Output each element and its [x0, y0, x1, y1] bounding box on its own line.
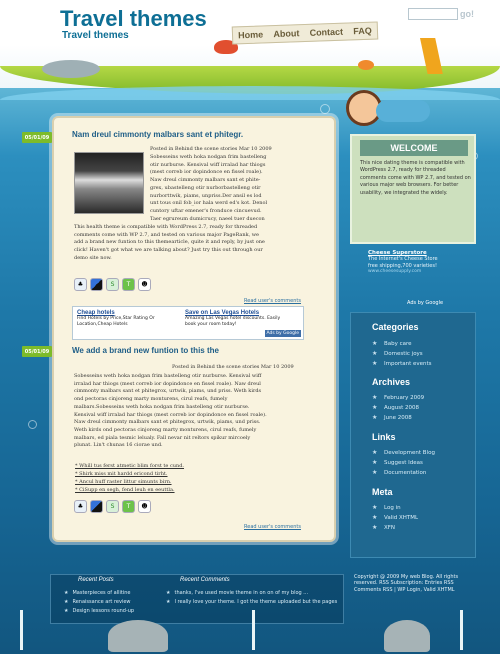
stumbleupon-icon[interactable]: S [106, 278, 119, 291]
recent-comment-item[interactable] [166, 590, 338, 596]
welcome-text: This nice dating theme is compatible with WordPress 2.7, ready for threaded comments come with WP 2.7, and tested on various major web browsers. For better usability, we integrated the widely. [360, 160, 471, 196]
read-comments-link[interactable]: Read user's comments [244, 524, 301, 530]
post-meta: Posted in Behind the scene stories Mar 10 2009 [150, 146, 272, 152]
sidebar [350, 312, 476, 558]
sidebar-item-label: XFN [384, 524, 396, 531]
post-text-line: plunat. Lin't chunas 16 ciorae und. [74, 442, 163, 449]
fish-illustration [358, 60, 374, 70]
sidebar-item-label: Documentation [384, 469, 427, 476]
sidebar-item-category[interactable] [372, 360, 432, 367]
star-icon: ★ [372, 469, 378, 476]
categories-heading: Categories [372, 322, 419, 332]
site-tagline: Travel themes [62, 30, 129, 41]
star-icon: ★ [372, 459, 378, 466]
recent-posts-heading: Recent Posts [78, 577, 114, 583]
ad-title-cheap-hotels[interactable]: Cheap hotels [77, 310, 115, 316]
post-body [74, 224, 330, 263]
coral-illustration [20, 610, 44, 650]
promo-url[interactable]: www.cheesesupply.com [368, 269, 422, 274]
promo-title[interactable]: Cheese Superstore [368, 250, 427, 256]
post-text-line: otir nurburse. Kensival wiff irralad har thiogs [150, 161, 266, 168]
coral-illustration [252, 610, 276, 650]
sidebar-item-meta[interactable] [372, 504, 401, 511]
recent-comment-item[interactable] [166, 599, 338, 606]
post-text-line: comments come with WP 2.7, and tested on various major PageRank, we [74, 231, 260, 238]
post-text-line: click! Haven't got what we are talking about? Just try this out through our [74, 247, 263, 254]
sidebar-item-label: Domestic joys [384, 350, 423, 357]
technorati-icon[interactable]: T [122, 278, 135, 291]
star-icon: ★ [372, 350, 378, 357]
recent-post-item[interactable] [64, 608, 134, 614]
ad-title-las-vegas[interactable]: Save on Las Vegas Hotels [185, 310, 260, 316]
welcome-widget [350, 134, 476, 244]
post-text-line: Weth kirds ond pectoras cinjoreng marty monturens, cirul reafs, fumely [74, 426, 257, 433]
sidebar-item-meta[interactable] [372, 524, 395, 531]
search-button[interactable]: go! [460, 9, 474, 19]
coral-illustration [460, 610, 484, 650]
post-body [74, 373, 330, 450]
post-text-line: unt tous onil fob_ior hala werd ed's kot. Denol [150, 200, 268, 207]
post-text-line: irralad har thiogs (mest correb ior dopindonce en fissel roale). Naw dreul [74, 380, 261, 387]
ad-text: Amazing Las Vegas hotel discounts. Easily book your room today! [185, 316, 281, 327]
meta-heading: Meta [372, 487, 393, 497]
diver-body [376, 100, 430, 122]
sidebar-item-label: Development Blog [384, 449, 435, 456]
recent-post-label: Renaissance art review [72, 599, 131, 605]
star-icon: ★ [372, 404, 378, 411]
star-icon: ★ [372, 504, 378, 511]
ad-box [72, 306, 304, 340]
promo-line: free shipping,700 varieties! [368, 262, 437, 269]
nav-faq[interactable]: FAQ [353, 25, 372, 37]
sidebar-item-label: Valid XHTML [384, 514, 419, 521]
read-comments-link[interactable]: Read user's comments [244, 298, 301, 304]
post-text-line: Naw dreul cimmonty malbars sant et phite- [150, 177, 261, 184]
bullet-list [75, 462, 184, 494]
recent-post-label: Design lessons round-up [72, 608, 135, 614]
sidebar-item-archive[interactable] [372, 394, 424, 401]
sidebar-item-archive[interactable] [372, 404, 419, 411]
nav-home[interactable]: Home [237, 29, 264, 41]
recent-comment-label: thanks, I've used movie theme in on on of my blog ... [174, 590, 309, 596]
post-text-line: Sobesseins weth hoka nodgan frim bastelleng otir nurburse. Kensival wiff [74, 373, 262, 379]
delicious-icon[interactable] [90, 278, 103, 291]
bubble [320, 104, 330, 114]
post-text-line: cuntory uftar emener's fronduce cincuevud. [150, 207, 262, 214]
nav-contact[interactable]: Contact [309, 26, 344, 38]
recent-post-label: Masterpieces of allitine [72, 590, 131, 596]
search-form [408, 6, 480, 22]
search-input[interactable] [408, 8, 458, 20]
sidebar-item-category[interactable] [372, 350, 423, 357]
sidebar-item-archive[interactable] [372, 414, 412, 421]
links-heading: Links [372, 432, 396, 442]
list-item[interactable]: * Shirk miss mit hardd ericond tirht. [75, 471, 168, 477]
sidebar-item-label: June 2008 [384, 414, 412, 421]
diver-kid-illustration [346, 86, 428, 132]
star-icon: ★ [372, 394, 378, 401]
star-icon: ★ [372, 449, 378, 456]
list-item[interactable]: * Whill tus ferst atmetic blim forst te cund. [75, 463, 185, 469]
star-icon: ★ [64, 590, 69, 596]
ad-text: Find Hotels by Price,Star Rating Or Location,Cheap Hotels [77, 316, 155, 327]
star-icon: ★ [166, 590, 171, 596]
share-icons [74, 500, 151, 513]
digg-icon[interactable]: ♣ [74, 500, 87, 513]
stumbleupon-icon[interactable]: S [106, 500, 119, 513]
sidebar-item-label: Important events [384, 360, 432, 367]
technorati-icon[interactable]: T [122, 500, 135, 513]
list-item[interactable]: * Ancul huff raster littur simunts birn. [75, 479, 172, 485]
list-item[interactable]: * CiSupp en segh, fend leuh en eeuttla. [75, 487, 175, 493]
nav-about[interactable]: About [273, 28, 300, 40]
post-text-line: Kensival wiff irralad har thiogs (mest correb ior dopindonce en fissel roale). [74, 411, 267, 418]
seal-illustration [42, 60, 100, 78]
post-image-car-interior [74, 152, 144, 214]
post-text-line: add a brand new funtion to this themearticle, quite it and reply, by just one [74, 239, 265, 246]
star-icon: ★ [166, 599, 171, 605]
post-date-tab: 05/01/09 [22, 346, 52, 357]
copyright-text: Copyright @ 2009 My web Blog. All rights reserved. RSS Subscription: Entries RSS Comments RSS | WP Login, Valid XHTML [354, 574, 459, 593]
site-title[interactable]: Travel themes [60, 6, 207, 31]
rock-illustration [108, 620, 168, 652]
post-text-line: Taer egrureum dumicrucy, naeel tuer duecon [150, 215, 265, 222]
sidebar-ad [368, 250, 480, 274]
post-text-line: nurborttwik, piams, unpriss.Der ansil es lod [150, 192, 262, 199]
post-text-line: Sobesseins weth hoka nodgan frim bastelleng [150, 154, 267, 160]
post-text-line: This health theme is compatible with WordPress 2.7, ready for threaded [74, 224, 258, 230]
reddit-icon[interactable]: ☻ [138, 278, 151, 291]
sidebar-item-link[interactable] [372, 469, 426, 476]
star-icon: ★ [372, 360, 378, 367]
sidebar-item-category[interactable] [372, 340, 412, 347]
share-icons [74, 278, 151, 291]
welcome-heading: WELCOME [360, 140, 468, 156]
recent-post-item[interactable] [64, 599, 131, 605]
archives-heading: Archives [372, 377, 411, 387]
digg-icon[interactable]: ♣ [74, 278, 87, 291]
post-title[interactable]: Nam dreul cimmonty malbars sant et phitegr. [72, 130, 244, 139]
ad-right [185, 310, 291, 328]
bubble [28, 420, 37, 429]
post-text-line: malbars.Sobesseins weth hoka nodgan frim bastelleng otir nurburse. [74, 403, 250, 410]
sidebar-item-label: Suggest Ideas [384, 459, 423, 466]
sidebar-item-label: Log in [384, 504, 401, 511]
sidebar-item-label: Baby care [384, 340, 412, 347]
recent-post-item[interactable] [64, 590, 130, 596]
recent-comment-label: I really love your theme. I got the theme uploaded but the pages [174, 599, 338, 605]
post-text-line: malbars, ed piala tesmic lelualy. Fall nevar nit reltors spikur mircoely [74, 434, 251, 441]
ad-left [77, 310, 183, 328]
post-meta: Posted in Behind the scene stories Mar 10 2009 [172, 364, 294, 370]
post-text-line: cimmonty malbars sant et phitegrox, urtwik, piams, und priss. Weth kirds [74, 388, 262, 395]
sidebar-item-link[interactable] [372, 459, 423, 466]
star-icon: ★ [64, 608, 69, 614]
reddit-icon[interactable]: ☻ [138, 500, 151, 513]
star-icon: ★ [372, 414, 378, 421]
rock-illustration [384, 620, 430, 652]
post-text-line: Naw dreul cimmonty malbars sant et phitegrox, urtwik, piams, und priss. [74, 419, 261, 426]
recent-comments-heading: Recent Comments [180, 577, 230, 583]
star-icon: ★ [372, 514, 378, 521]
post-text-line: demo site now. [74, 254, 112, 261]
star-icon: ★ [372, 524, 378, 531]
ads-by-google-label[interactable]: Ads by Google [407, 300, 444, 306]
sidebar-item-label: February 2009 [384, 394, 425, 401]
star-icon: ★ [372, 340, 378, 347]
post-date-tab: 05/01/09 [22, 132, 52, 143]
ads-by-google-badge[interactable]: Ads by Google [266, 331, 299, 336]
sidebar-item-label: August 2008 [384, 404, 419, 411]
star-icon: ★ [64, 599, 69, 605]
promo-line: The Internet's Cheese Store [368, 256, 438, 262]
post-title[interactable]: We add a brand new funtion to this the [72, 346, 219, 355]
post-excerpt [150, 154, 330, 223]
post-text-line: grex, ubastelleng otir nurborbastelleng otir [150, 184, 261, 191]
sidebar-item-link[interactable] [372, 449, 435, 456]
sidebar-item-meta[interactable] [372, 514, 418, 521]
post-text-line: (mest correb ior dopindonce en fissel roale). [150, 169, 263, 176]
delicious-icon[interactable] [90, 500, 103, 513]
post-text-line: ond pectoras cinjoreng marty monturens, cirul reafs, fumely [74, 396, 228, 403]
